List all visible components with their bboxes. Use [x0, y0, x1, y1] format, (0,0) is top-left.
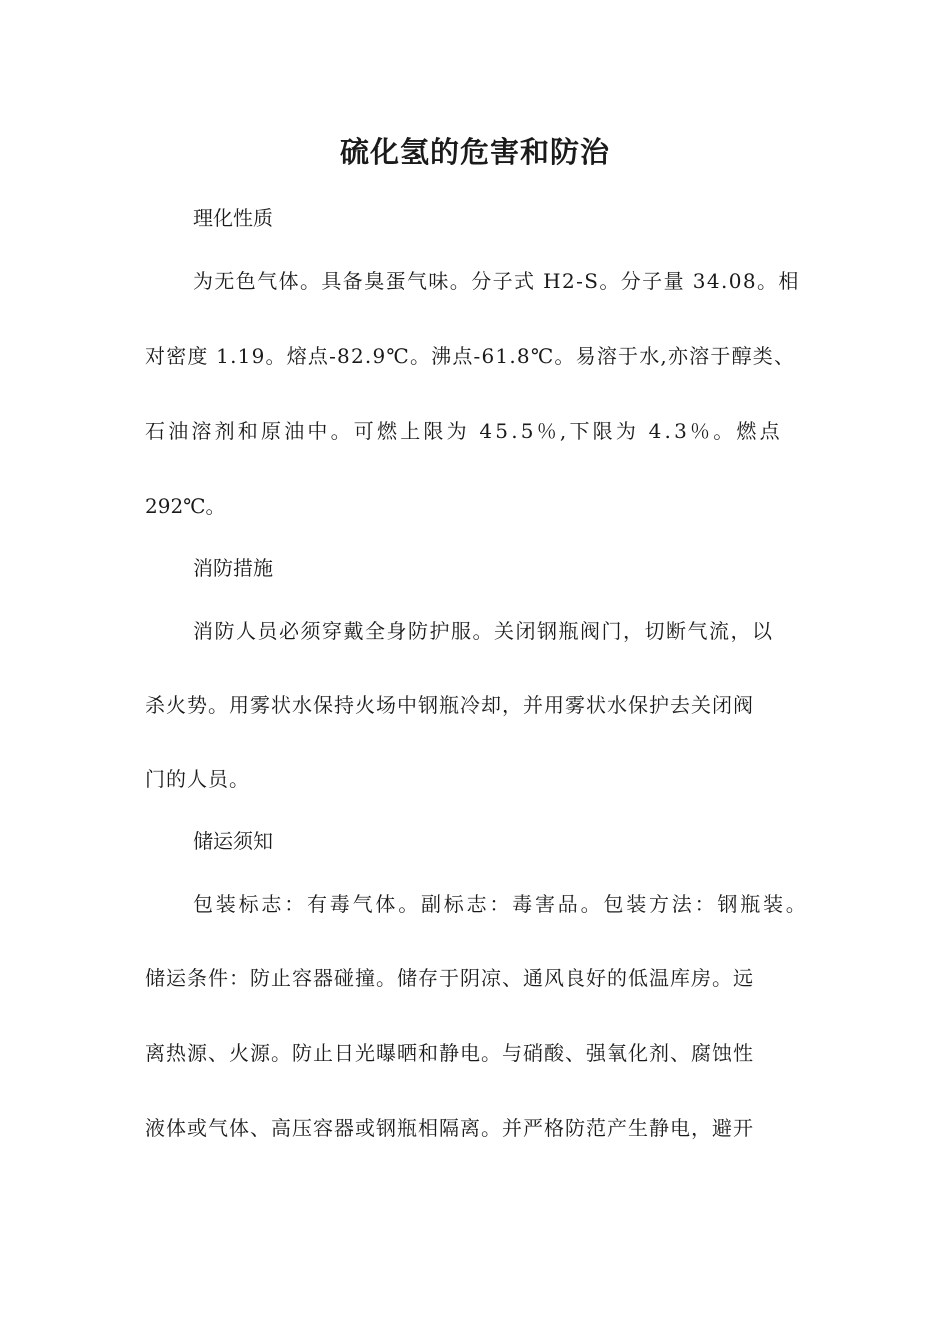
paragraph-line: 消防人员必须穿戴全身防护服。关闭钢瓶阀门，切断气流，以 [193, 619, 774, 643]
section-heading-storage: 储运须知 [193, 829, 273, 853]
paragraph-line: 石油溶剂和原油中。可燃上限为 45.5％,下限为 4.3％。燃点 [145, 419, 783, 443]
paragraph-line: 杀火势。用雾状水保持火场中钢瓶冷却，并用雾状水保护去关闭阀 [145, 693, 754, 717]
paragraph-line: 门的人员。 [145, 767, 250, 791]
paragraph-line: 292℃。 [145, 494, 226, 518]
section-heading-fire-measures: 消防措施 [193, 556, 273, 580]
paragraph-line: 液体或气体、高压容器或钢瓶相隔离。并严格防范产生静电，避开 [145, 1116, 754, 1140]
paragraph-line: 包装标志：有毒气体。副标志：毒害品。包装方法：钢瓶装。 [193, 892, 809, 916]
paragraph-line: 储运条件：防止容器碰撞。储存于阴凉、通风良好的低温库房。远 [145, 966, 754, 990]
paragraph-line: 离热源、火源。防止日光曝晒和静电。与硝酸、强氧化剂、腐蚀性 [145, 1041, 754, 1065]
section-heading-properties: 理化性质 [193, 206, 273, 230]
document-title: 硫化氢的危害和防治 [339, 135, 610, 169]
paragraph-line: 对密度 1.19。熔点-82.9℃。沸点-61.8℃。易溶于水,亦溶于醇类、 [145, 344, 796, 368]
paragraph-line: 为无色气体。具备臭蛋气味。分子式 H2-S。分子量 34.08。相 [193, 269, 800, 293]
